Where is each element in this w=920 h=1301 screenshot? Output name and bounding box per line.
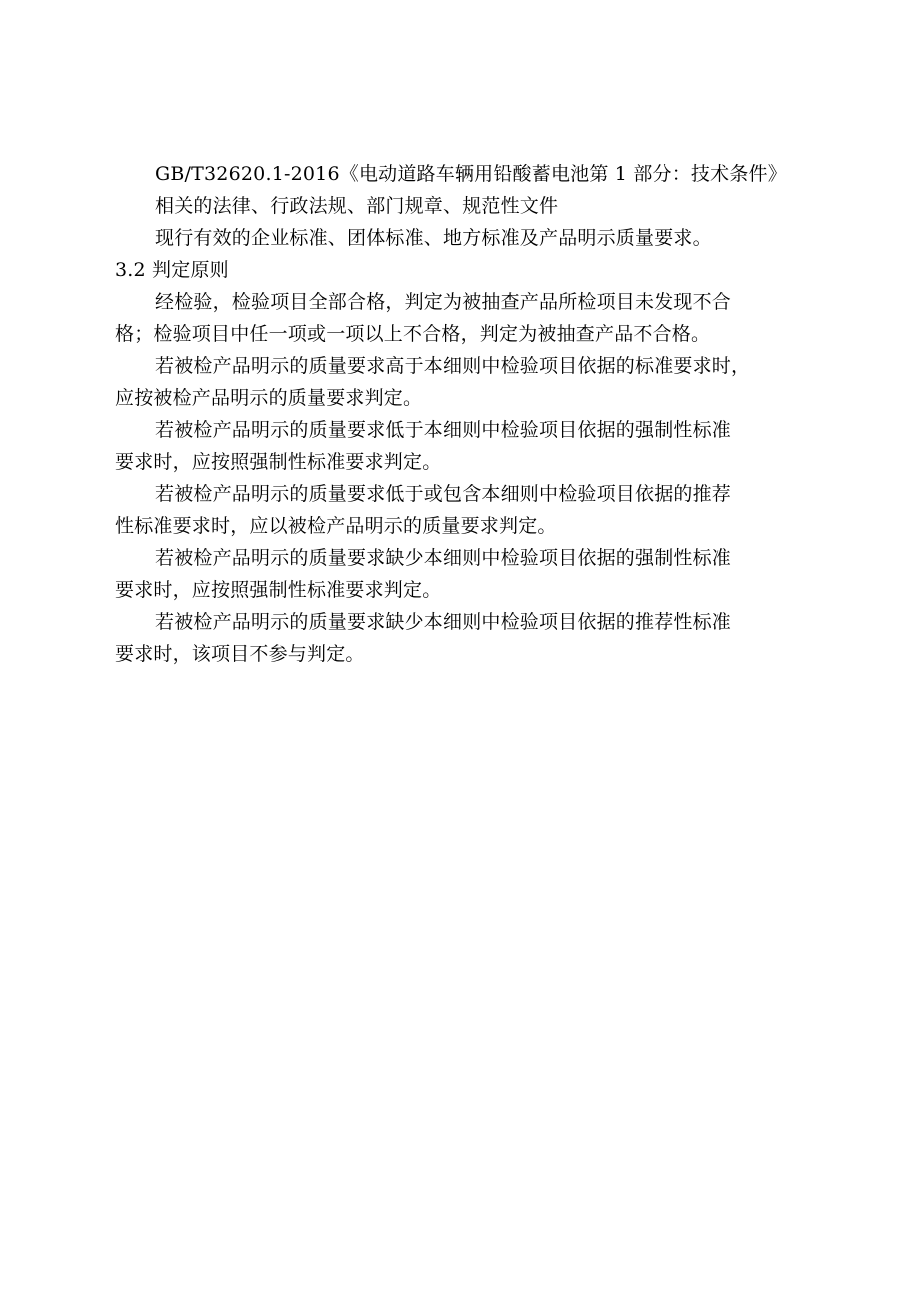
paragraph-judgment-overall xyxy=(115,286,815,350)
paragraph-line: 若被检产品明示的质量要求缺少本细则中检验项目依据的强制性标准 xyxy=(155,547,732,569)
paragraph-lower-than-recommended xyxy=(115,478,815,542)
paragraph-line: 要求时，该项目不参与判定。 xyxy=(115,643,365,665)
paragraph-missing-mandatory xyxy=(115,542,815,606)
paragraph-line: 经检验，检验项目全部合格，判定为被抽查产品所检项目未发现不合 xyxy=(155,291,732,313)
paragraph-line: 若被检产品明示的质量要求低于或包含本细则中检验项目依据的推荐 xyxy=(155,483,732,505)
paragraph-line: 格；检验项目中任一项或一项以上不合格，判定为被抽查产品不合格。 xyxy=(115,323,711,345)
paragraph-line: 若被检产品明示的质量要求缺少本细则中检验项目依据的推荐性标准 xyxy=(155,611,732,633)
reference-other-standards: 现行有效的企业标准、团体标准、地方标准及产品明示质量要求。 xyxy=(155,227,712,249)
paragraph-line: 若被检产品明示的质量要求低于本细则中检验项目依据的强制性标准 xyxy=(155,419,732,441)
document-body xyxy=(115,158,815,670)
reference-standard-gb: GB/T32620.1-2016《电动道路车辆用铅酸蓄电池第 1 部分：技术条件》 xyxy=(155,163,787,185)
section-heading: 3.2 判定原则 xyxy=(115,259,229,281)
paragraph-line: 若被检产品明示的质量要求高于本细则中检验项目依据的标准要求时， xyxy=(155,355,751,377)
paragraph-line: 应按被检产品明示的质量要求判定。 xyxy=(115,387,423,409)
paragraph-line: 要求时，应按照强制性标准要求判定。 xyxy=(115,451,442,473)
paragraph-missing-recommended xyxy=(115,606,815,670)
paragraph-line: 性标准要求时，应以被检产品明示的质量要求判定。 xyxy=(115,515,557,537)
paragraph-line: 要求时，应按照强制性标准要求判定。 xyxy=(115,579,442,601)
paragraph-lower-than-mandatory xyxy=(115,414,815,478)
paragraph-higher-requirement xyxy=(115,350,815,414)
reference-laws: 相关的法律、行政法规、部门规章、规范性文件 xyxy=(155,195,559,217)
